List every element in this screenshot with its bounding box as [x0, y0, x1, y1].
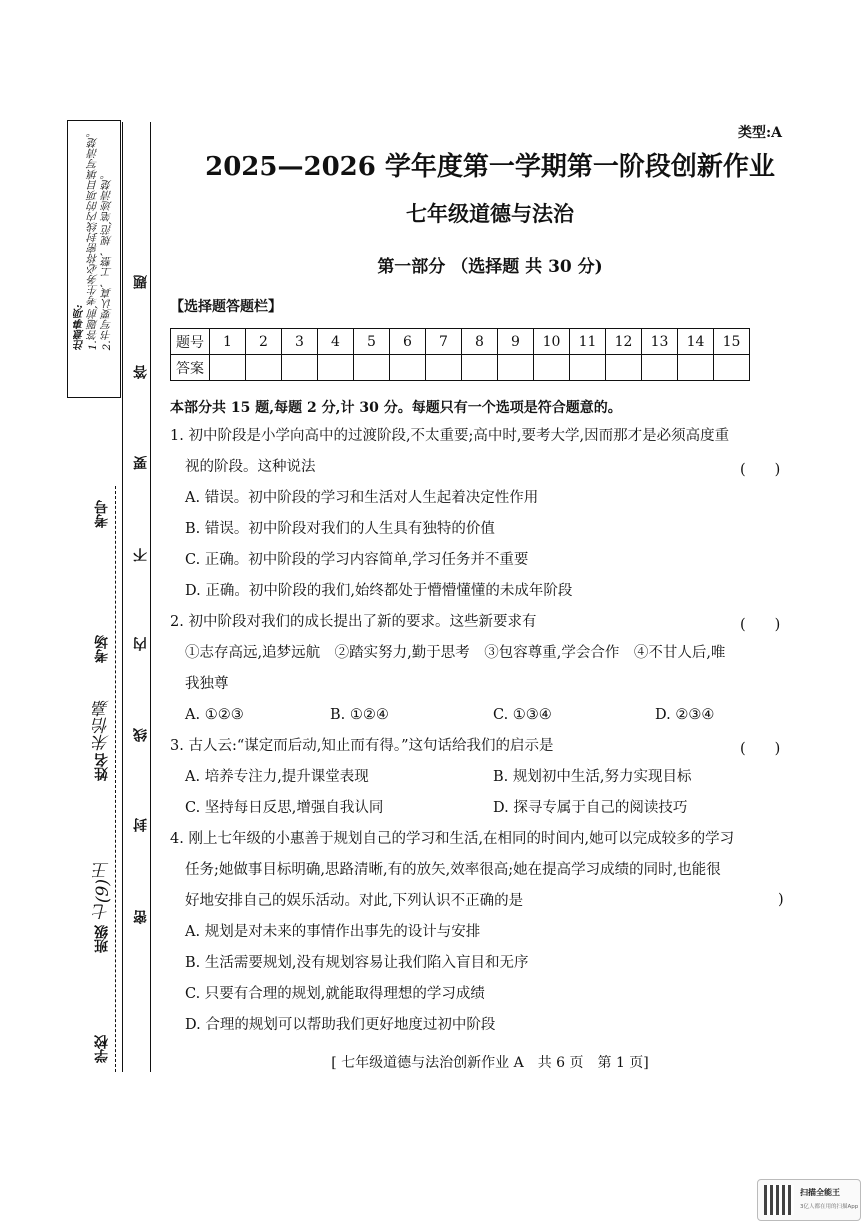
answer-grid-head-answer: 答案 — [171, 355, 210, 381]
field-class-value: 七(9)王 — [93, 862, 113, 921]
seal-char-5: 内 — [133, 637, 149, 651]
watermark-title: 扫描全能王 — [800, 1188, 840, 1197]
answer-grid-num: 1 — [210, 329, 246, 355]
answer-grid-row-numbers — [171, 329, 750, 355]
q2-option-a: A. ①②③ — [185, 707, 244, 723]
answer-grid-num: 5 — [354, 329, 390, 355]
answer-grid-num: 12 — [606, 329, 642, 355]
instructions: 本部分共 15 题,每题 2 分,计 30 分。每题只有一个选项是符合题意的。 — [170, 400, 622, 416]
answer-grid-num: 8 — [462, 329, 498, 355]
answer-grid — [170, 328, 750, 381]
answer-cell[interactable] — [462, 355, 498, 381]
answer-cell[interactable] — [318, 355, 354, 381]
answer-grid-num: 6 — [390, 329, 426, 355]
answer-grid-num: 4 — [318, 329, 354, 355]
answer-grid-num: 3 — [282, 329, 318, 355]
seal-char-6: 线 — [133, 728, 149, 742]
answer-grid-num: 11 — [570, 329, 606, 355]
answer-cell[interactable] — [570, 355, 606, 381]
q1-option-d: D. 正确。初中阶段的我们,始终都处于懵懵懂懂的未成年阶段 — [185, 583, 573, 599]
q2-items-line2: 我独尊 — [185, 676, 229, 692]
q2-option-d: D. ②③④ — [655, 707, 715, 723]
answer-sheet-label: 【选择题答题栏】 — [170, 299, 282, 315]
answer-cell[interactable] — [498, 355, 534, 381]
q4-option-a: A. 规划是对未来的事情作出事先的设计与安排 — [185, 924, 481, 940]
watermark-subtitle: 3亿人都在用的扫描App — [800, 1204, 859, 1210]
answer-grid-row-answers — [171, 355, 750, 381]
q4-stem-line1: 4. 刚上七年级的小惠善于规划自己的学习和生活,在相同的时间内,她可以完成较多的学习 — [170, 831, 735, 847]
q2-option-c: C. ①③④ — [493, 707, 552, 723]
answer-cell[interactable] — [678, 355, 714, 381]
q4-answer-paren: ) — [778, 892, 784, 908]
q1-stem-line1: 1. 初中阶段是小学向高中的过渡阶段,不太重要;高中时,要考大学,因而那才是必须高度重 — [170, 428, 730, 444]
q1-option-c: C. 正确。初中阶段的学习内容简单,学习任务并不重要 — [185, 552, 529, 568]
section-heading: 第一部分 （选择题 共 30 分) — [377, 257, 603, 277]
q4-option-d: D. 合理的规划可以帮助我们更好地度过初中阶段 — [185, 1017, 496, 1033]
answer-grid-num: 13 — [642, 329, 678, 355]
notice-text — [72, 127, 114, 350]
seal-char-7: 封 — [133, 818, 149, 832]
field-name-label: 姓名 — [94, 753, 110, 781]
answer-cell[interactable] — [606, 355, 642, 381]
q2-option-b: B. ①②④ — [330, 707, 389, 723]
notice-item-1: 1.答题前,考生务必将密封线内的项目填写清楚。 — [87, 127, 99, 351]
answer-grid-num: 15 — [714, 329, 750, 355]
q3-answer-paren: ( ) — [740, 741, 781, 757]
page-subtitle: 七年级道德与法治 — [406, 201, 574, 226]
q2-answer-paren: ( ) — [740, 617, 781, 633]
q3-option-c: C. 坚持每日反思,增强自我认同 — [185, 800, 384, 816]
answer-cell[interactable] — [210, 355, 246, 381]
q1-stem-line2: 视的阶段。这种说法 — [185, 459, 316, 475]
q1-option-b: B. 错误。初中阶段对我们的人生具有独特的价值 — [185, 521, 495, 537]
page-title: 2025—2026 学年度第一学期第一阶段创新作业 — [205, 152, 775, 182]
answer-grid-num: 2 — [246, 329, 282, 355]
answer-cell[interactable] — [354, 355, 390, 381]
answer-grid-num: 7 — [426, 329, 462, 355]
seal-char-2: 答 — [133, 365, 149, 379]
answer-cell[interactable] — [714, 355, 750, 381]
q4-stem-line3: 好地安排自己的娱乐活动。对此,下列认识不正确的是 — [185, 893, 524, 909]
field-school-label: 学校 — [94, 1035, 110, 1063]
q3-stem: 3. 古人云:“谋定而后动,知止而有得。”这句话给我们的启示是 — [170, 738, 554, 754]
notice-title: 注意事项: — [73, 304, 85, 351]
notice-box — [67, 120, 121, 398]
answer-grid-num: 14 — [678, 329, 714, 355]
seal-char-3: 要 — [133, 456, 149, 470]
field-name-value: 朱怡嘉 — [93, 700, 113, 751]
answer-cell[interactable] — [534, 355, 570, 381]
answer-cell[interactable] — [390, 355, 426, 381]
notice-item-2: 2.书写要认真、工整、规范,笔迹清楚。 — [101, 169, 113, 351]
seal-char-1: 题 — [133, 275, 149, 289]
seal-char-4: 不 — [133, 548, 149, 562]
answer-grid-head-number: 题号 — [171, 329, 210, 355]
q3-option-d: D. 探寻专属于自己的阅读技巧 — [493, 800, 688, 816]
field-exam-no-label: 考号 — [94, 500, 110, 528]
answer-cell[interactable] — [642, 355, 678, 381]
field-exam-room-label: 考场 — [94, 635, 110, 663]
answer-grid-num: 9 — [498, 329, 534, 355]
q4-stem-line2: 任务;她做事目标明确,思路清晰,有的放矢,效率很高;她在提高学习成绩的同时,也能很 — [185, 862, 721, 878]
q4-option-b: B. 生活需要规划,没有规划容易让我们陷入盲目和无序 — [185, 955, 529, 971]
scanner-watermark — [757, 1179, 861, 1221]
seal-line-right — [150, 122, 151, 1072]
field-class-label: 班级 — [94, 925, 110, 953]
q1-answer-paren: ( ) — [740, 462, 781, 478]
qr-code-icon — [764, 1185, 794, 1215]
q2-stem: 2. 初中阶段对我们的成长提出了新的要求。这些新要求有 — [170, 614, 537, 630]
paper-type: 类型:A — [738, 125, 783, 141]
seal-line-left — [122, 122, 123, 1072]
q3-option-b: B. 规划初中生活,努力实现目标 — [493, 769, 692, 785]
seal-char-8: 密 — [133, 910, 149, 924]
answer-cell[interactable] — [282, 355, 318, 381]
page-footer: [ 七年级道德与法治创新作业 A 共 6 页 第 1 页] — [331, 1055, 649, 1071]
q3-option-a: A. 培养专注力,提升课堂表现 — [185, 769, 369, 785]
answer-cell[interactable] — [426, 355, 462, 381]
q1-option-a: A. 错误。初中阶段的学习和生活对人生起着决定性作用 — [185, 490, 539, 506]
field-underline — [115, 486, 116, 1072]
q2-items-line1: ①志存高远,追梦远航 ②踏实努力,勤于思考 ③包容尊重,学会合作 ④不甘人后,唯 — [185, 645, 726, 661]
answer-cell[interactable] — [246, 355, 282, 381]
q4-option-c: C. 只要有合理的规划,就能取得理想的学习成绩 — [185, 986, 485, 1002]
answer-grid-num: 10 — [534, 329, 570, 355]
